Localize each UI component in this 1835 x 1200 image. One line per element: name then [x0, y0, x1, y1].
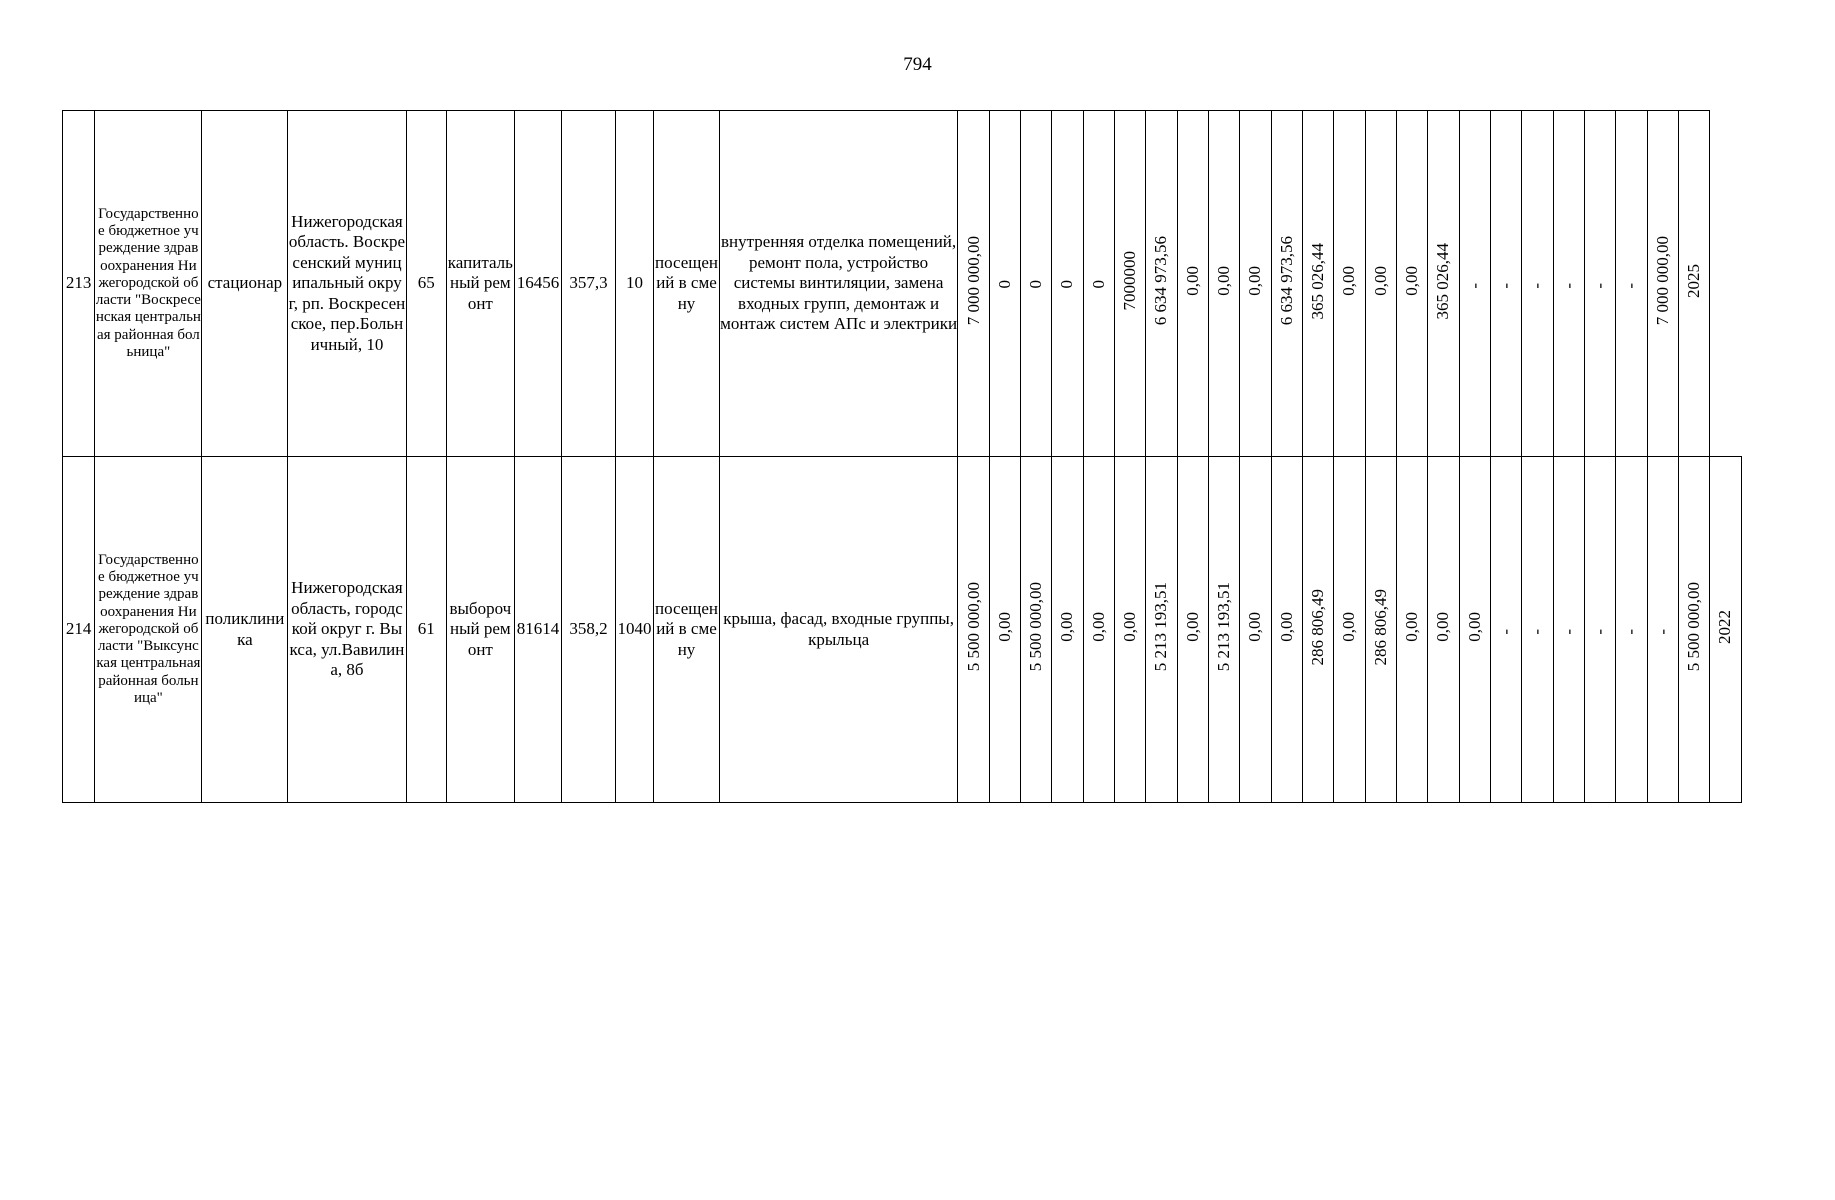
- amount-cell: [1083, 111, 1114, 457]
- amount-value: 5 500 000,00: [1026, 582, 1046, 672]
- work-description: внутренняя отделка помещений, ремонт пола, устройство системы винтиляции, замена входных групп, демонтаж и монтаж систем АПс и электрики: [719, 111, 958, 457]
- amount-value: 6 634 973,56: [1151, 236, 1171, 326]
- year-built: 61: [406, 457, 446, 803]
- facility-address: Нижегородская область, городской округ г. Выкса, ул.Вавилина, 8б: [288, 457, 406, 803]
- amount-cell: [1302, 457, 1333, 803]
- capacity-unit: посещений в смену: [654, 457, 720, 803]
- amount-cell: [1490, 111, 1521, 457]
- amount-cell: [1334, 457, 1365, 803]
- area-value: 16456: [514, 111, 562, 457]
- amount-cell: [1428, 111, 1459, 457]
- amount-value: 0: [994, 279, 1014, 289]
- amount-value: 0,00: [1402, 611, 1422, 642]
- repair-kind: капитальный ремонт: [447, 111, 515, 457]
- amount-value: -: [1496, 282, 1516, 289]
- row-number: 214: [63, 457, 95, 803]
- amount-cell: [1052, 111, 1083, 457]
- amount-value: -: [1496, 628, 1516, 635]
- amount-cell: [1522, 457, 1553, 803]
- amount-cell: [1647, 457, 1678, 803]
- amount-cell: [989, 111, 1020, 457]
- amount-value: 2022: [1715, 609, 1735, 644]
- amount-value: 5 213 193,51: [1151, 582, 1171, 672]
- amount-cell: [1710, 457, 1741, 803]
- capacity-unit: посещений в смену: [654, 111, 720, 457]
- amount-value: -: [1590, 282, 1610, 289]
- amount-value: 365 026,44: [1433, 242, 1453, 319]
- amount-value: 0,00: [1276, 611, 1296, 642]
- facility-type: поликлиника: [202, 457, 288, 803]
- amount-value: 0,00: [1245, 265, 1265, 296]
- amount-value: 2025: [1684, 263, 1704, 298]
- amount-cell: [1553, 111, 1584, 457]
- amount-cell: [1396, 457, 1427, 803]
- amount-value: -: [1558, 628, 1578, 635]
- wear-value: 358,2: [562, 457, 616, 803]
- amount-cell: [1365, 457, 1396, 803]
- amount-value: -: [1527, 282, 1547, 289]
- row-number: 213: [63, 111, 95, 457]
- amount-cell: [1522, 111, 1553, 457]
- amount-cell: [1240, 457, 1271, 803]
- repair-registry-table: [62, 110, 1773, 803]
- table-row: [63, 111, 1773, 457]
- amount-cell: [1021, 457, 1052, 803]
- facility-address: Нижегородская область. Воскресенский муниципальный округ, рп. Воскресенское, пер.Больничный, 10: [288, 111, 406, 457]
- amount-cell: [1271, 457, 1302, 803]
- amount-cell: [1334, 111, 1365, 457]
- year-built: 65: [406, 111, 446, 457]
- amount-value: 0,00: [1402, 265, 1422, 296]
- amount-value: 0,00: [1088, 611, 1108, 642]
- amount-cell: [1616, 111, 1647, 457]
- area-value: 81614: [514, 457, 562, 803]
- amount-cell: [1271, 111, 1302, 457]
- capacity-value: 1040: [615, 457, 653, 803]
- amount-cell: [1553, 457, 1584, 803]
- amount-value: 0,00: [1433, 611, 1453, 642]
- amount-cell: [1365, 111, 1396, 457]
- amount-value: 0: [1088, 279, 1108, 289]
- amount-cell: [1208, 111, 1239, 457]
- amount-cell: [1052, 457, 1083, 803]
- amount-cell: [1177, 457, 1208, 803]
- amount-value: 0,00: [994, 611, 1014, 642]
- amount-value: 286 806,49: [1308, 588, 1328, 665]
- amount-cell: [1428, 457, 1459, 803]
- amount-cell: [1146, 457, 1177, 803]
- amount-cell: [1240, 111, 1271, 457]
- amount-value: 0,00: [1245, 611, 1265, 642]
- amount-cell: [1208, 457, 1239, 803]
- amount-cell: [1114, 457, 1145, 803]
- amount-value: 0,00: [1120, 611, 1140, 642]
- amount-cell: [1302, 111, 1333, 457]
- work-description: крыша, фасад, входные группы, крыльца: [719, 457, 958, 803]
- amount-cell: [1647, 111, 1678, 457]
- amount-cell: [1083, 457, 1114, 803]
- amount-cell: [1146, 111, 1177, 457]
- amount-cell: [1459, 457, 1490, 803]
- amount-value: 0: [1057, 279, 1077, 289]
- institution-name: Государственное бюджетное учреждение здравоохранения Нижегородской области "Выксунская центральная районная больница": [95, 457, 202, 803]
- amount-cell: [1616, 457, 1647, 803]
- amount-value: -: [1621, 628, 1641, 635]
- capacity-value: 10: [615, 111, 653, 457]
- amount-value: 5 213 193,51: [1214, 582, 1234, 672]
- amount-value: -: [1621, 282, 1641, 289]
- amount-value: 7000000: [1120, 251, 1140, 311]
- amount-value: 0,00: [1464, 611, 1484, 642]
- amount-value: 0,00: [1057, 611, 1077, 642]
- table-row: [63, 457, 1773, 803]
- amount-value: 0,00: [1182, 265, 1202, 296]
- amount-value: 0,00: [1182, 611, 1202, 642]
- amount-cell: [1584, 111, 1615, 457]
- amount-cell: [1459, 111, 1490, 457]
- amount-cell: [1396, 111, 1427, 457]
- amount-cell: [1678, 457, 1709, 803]
- amount-cell: [958, 457, 989, 803]
- amount-value: 7 000 000,00: [963, 236, 983, 326]
- amount-value: 0: [1026, 279, 1046, 289]
- amount-cell: [1114, 111, 1145, 457]
- amount-cell: [958, 111, 989, 457]
- amount-value: 0,00: [1214, 265, 1234, 296]
- amount-value: -: [1590, 628, 1610, 635]
- amount-value: 5 500 000,00: [1684, 582, 1704, 672]
- amount-value: 0,00: [1339, 611, 1359, 642]
- amount-cell: [1678, 111, 1709, 457]
- amount-value: -: [1558, 282, 1578, 289]
- wear-value: 357,3: [562, 111, 616, 457]
- facility-type: стационар: [202, 111, 288, 457]
- amount-cell: [1584, 457, 1615, 803]
- amount-value: -: [1652, 628, 1672, 635]
- amount-value: -: [1464, 282, 1484, 289]
- amount-value: 0,00: [1370, 265, 1390, 296]
- institution-name: Государственное бюджетное учреждение здравоохранения Нижегородской области "Воскресенская центральная районная больница": [95, 111, 202, 457]
- amount-cell: [1490, 457, 1521, 803]
- amount-value: 365 026,44: [1308, 242, 1328, 319]
- amount-cell: [1021, 111, 1052, 457]
- repair-kind: выборочный ремонт: [447, 457, 515, 803]
- amount-value: 6 634 973,56: [1276, 236, 1296, 326]
- amount-cell: [989, 457, 1020, 803]
- amount-value: 7 000 000,00: [1652, 236, 1672, 326]
- amount-value: 5 500 000,00: [963, 582, 983, 672]
- amount-value: 0,00: [1339, 265, 1359, 296]
- amount-cell: [1177, 111, 1208, 457]
- amount-value: 286 806,49: [1370, 588, 1390, 665]
- amount-value: -: [1527, 628, 1547, 635]
- page-number: 794: [903, 54, 932, 75]
